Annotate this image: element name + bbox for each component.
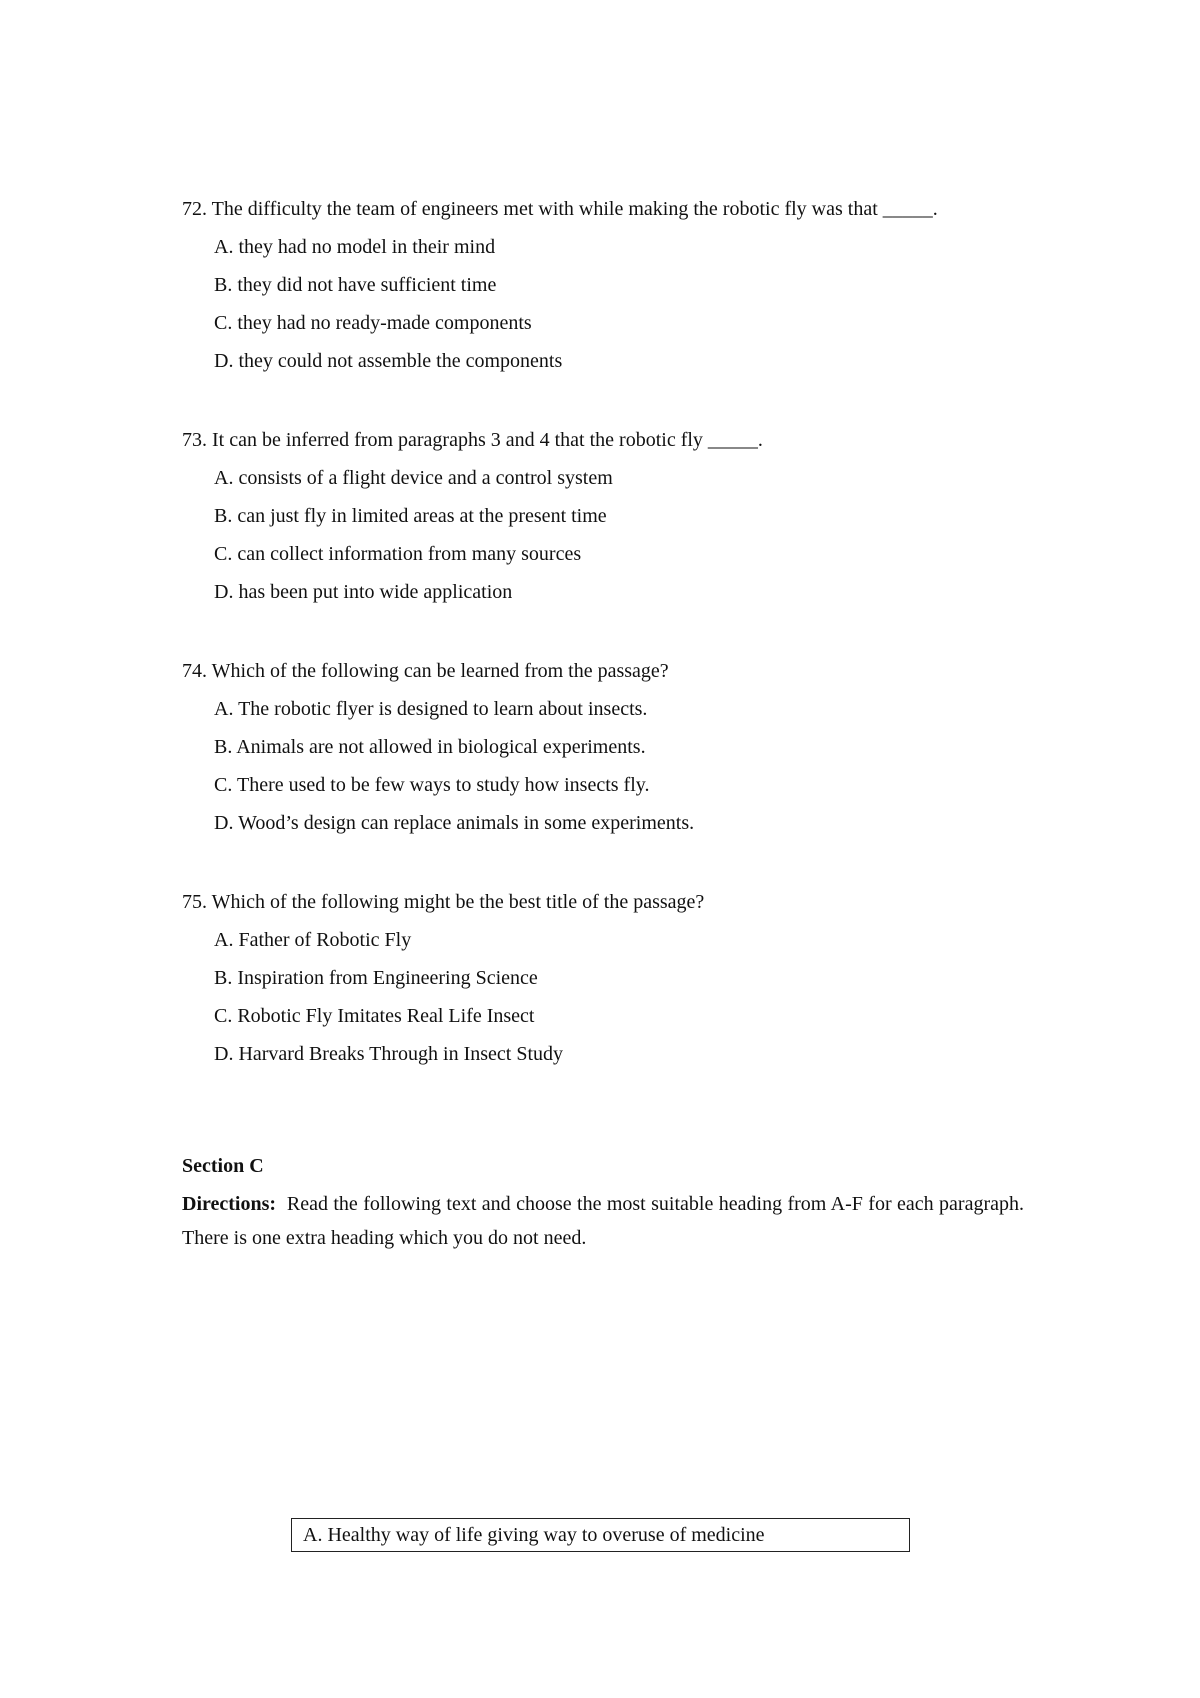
option-d: D. has been put into wide application	[214, 581, 513, 603]
option-a: A. consists of a flight device and a control system	[214, 467, 613, 489]
option-c: C. Robotic Fly Imitates Real Life Insect	[214, 1005, 535, 1027]
option-b: B. they did not have sufficient time	[214, 274, 497, 296]
directions-label: Directions:	[182, 1193, 277, 1215]
section-directions	[182, 1187, 1044, 1255]
option-c: C. they had no ready-made components	[214, 312, 532, 334]
question-75	[182, 890, 1062, 1066]
option-c: C. There used to be few ways to study how insects fly.	[214, 774, 650, 796]
option-a: A. they had no model in their mind	[214, 236, 496, 258]
option-b: B. Animals are not allowed in biological experiments.	[214, 736, 646, 758]
option-d: D. Wood’s design can replace animals in some experiments.	[214, 812, 695, 834]
option-d: D. Harvard Breaks Through in Insect Study	[214, 1043, 564, 1065]
option-a: A. Father of Robotic Fly	[214, 929, 412, 951]
option-c: C. can collect information from many sources	[214, 543, 582, 565]
question-stem: 72. The difficulty the team of engineers met with while making the robotic fly was that _____.	[182, 198, 938, 220]
option-a: A. The robotic flyer is designed to learn about insects.	[214, 698, 648, 720]
question-72	[182, 197, 1062, 373]
question-stem: 74. Which of the following can be learned from the passage?	[182, 660, 669, 682]
option-d: D. they could not assemble the components	[214, 350, 563, 372]
option-b: B. can just fly in limited areas at the present time	[214, 505, 607, 527]
question-stem: 73. It can be inferred from paragraphs 3 and 4 that the robotic fly _____.	[182, 429, 763, 451]
section-title: Section C	[182, 1155, 264, 1177]
question-73	[182, 428, 1062, 604]
question-stem: 75. Which of the following might be the best title of the passage?	[182, 891, 705, 913]
directions-text: Read the following text and choose the most suitable heading from A-F for each paragraph. There is one extra heading which you do not need.	[182, 1193, 1044, 1249]
option-b: B. Inspiration from Engineering Science	[214, 967, 538, 989]
question-74	[182, 659, 1062, 835]
heading-option-box: A. Healthy way of life giving way to overuse of medicine	[291, 1518, 910, 1552]
